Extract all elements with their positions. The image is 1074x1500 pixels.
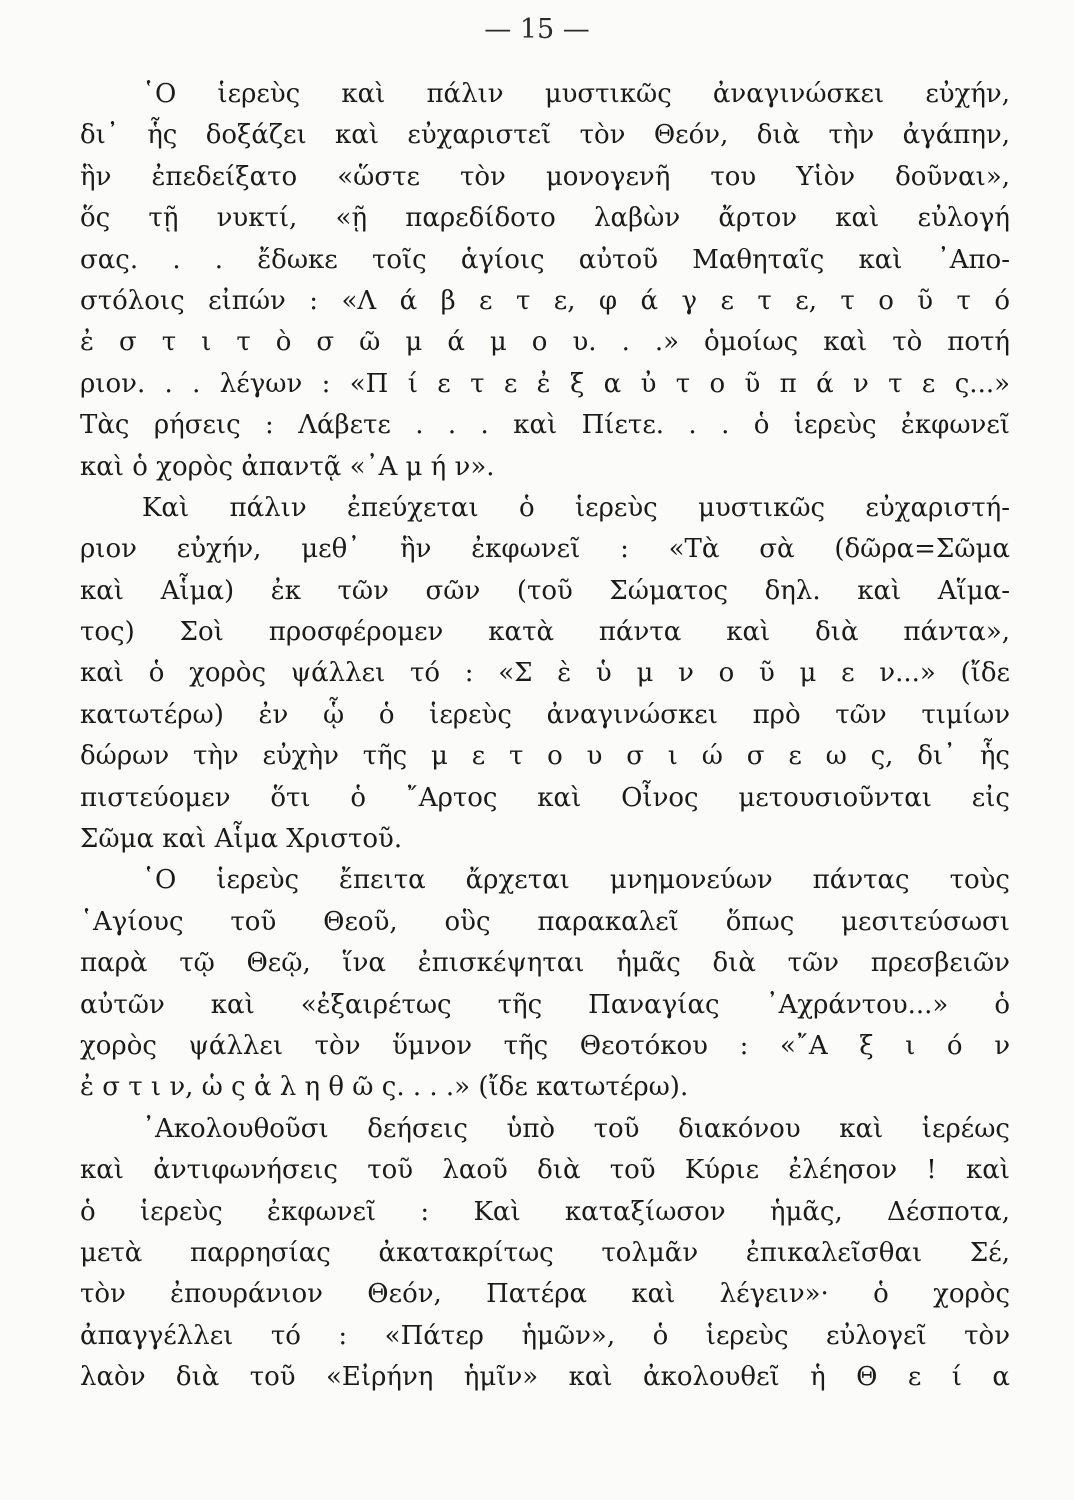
text-line: καὶ ἀντιφωνήσεις τοῦ λαοῦ διὰ τοῦ Κύριε ἐλέησον ! καὶ	[80, 1155, 1010, 1186]
text-line: Τὰς ρήσεις : Λάβετε . . . καὶ Πίετε. . . ὁ ἱερεὺς ἐκφωνεῖ	[80, 410, 1010, 441]
text-line: ὁ ἱερεὺς ἐκφωνεῖ : Καὶ καταξίωσον ἡμᾶς, Δέσποτα,	[80, 1196, 1010, 1227]
text-line: Σῶμα καὶ Αἷμα Χριστοῦ.	[80, 824, 403, 855]
text-line: ριον εὐχήν, μεθ᾽ ἣν ἐκφωνεῖ : «Τὰ σὰ (δῶρα=Σῶμα	[80, 534, 1010, 565]
text-line: ὅς τῇ νυκτί, «ῇ παρεδίδοτο λαβὼν ἄρτον καὶ εὐλογή	[80, 203, 1010, 234]
text-line: Καὶ πάλιν ἐπεύχεται ὁ ἱερεὺς μυστικῶς εὐχαριστή-	[142, 492, 1010, 523]
text-line: ἣν ἐπεδείξατο «ὥστε τὸν μονογενῆ του Υἱὸν δοῦναι»,	[80, 161, 1010, 192]
text-line: ριον. . . λέγων : «Π ί ε τ ε ἐ ξ α ὐ τ ο ῦ π ά ν τ ε ς...»	[80, 368, 1010, 399]
text-line: ἀπαγγέλλει τό : «Πάτερ ἡμῶν», ὁ ἱερεὺς εὐλογεῖ τὸν	[80, 1320, 1010, 1351]
text-line: δώρων τὴν εὐχὴν τῆς μ ε τ ο υ σ ι ώ σ ε ω ς, δι᾽ ἧς	[80, 741, 1010, 772]
text-line: ῾Ο ἱερεὺς ἔπειτα ἄρχεται μνημονεύων πάντας τοὺς	[142, 865, 1010, 896]
text-line: καὶ ὁ χορὸς ψάλλει τό : «Σ ὲ ὑ μ ν ο ῦ μ ε ν...» (ἴδε	[80, 658, 1010, 689]
text-line: κατωτέρω) ἐν ᾧ ὁ ἱερεὺς ἀναγινώσκει πρὸ τῶν τιμίων	[80, 699, 1010, 730]
text-line: ἐ σ τ ι τ ὸ σ ῶ μ ά μ ο υ. . .» ὁμοίως καὶ τὸ ποτή	[80, 327, 1010, 358]
text-line: καὶ ὁ χορὸς ἀπαντᾷ «᾽Α μ ή ν».	[80, 451, 495, 482]
text-line: σας. . . ἔδωκε τοῖς ἁγίοις αὐτοῦ Μαθηταῖς καὶ ᾽Απο-	[80, 244, 1010, 275]
text-line: ἐ σ τ ι ν, ὡ ς ἀ λ η θ ῶ ς. . . .» (ἴδε κατωτέρω).	[80, 1072, 689, 1103]
text-line: στόλοις εἰπών : «Λ ά β ε τ ε, φ ά γ ε τ ε, τ ο ῦ τ ό	[80, 285, 1010, 316]
text-line: τὸν ἐπουράνιον Θεόν, Πατέρα καὶ λέγειν»· ὁ χορὸς	[80, 1279, 1010, 1310]
text-line: ῾Αγίους τοῦ Θεοῦ, οὓς παρακαλεῖ ὅπως μεσιτεύσωσι	[80, 906, 1010, 937]
text-line: καὶ Αἷμα) ἐκ τῶν σῶν (τοῦ Σώματος δηλ. καὶ Αἵμα-	[80, 575, 1010, 606]
text-line: λαὸν διὰ τοῦ «Εἰρήνη ἡμῖν» καὶ ἀκολουθεῖ ἡ Θ ε ί α	[80, 1362, 1010, 1393]
page-number: — 15 —	[484, 14, 590, 45]
text-line: πιστεύομεν ὅτι ὁ ῎Αρτος καὶ Οἶνος μετουσιοῦνται εἰς	[80, 782, 1010, 813]
text-line: δι᾽ ἧς δοξάζει καὶ εὐχαριστεῖ τὸν Θεόν, διὰ τὴν ἀγάπην,	[80, 120, 1010, 151]
text-line: αὐτῶν καὶ «ἐξαιρέτως τῆς Παναγίας ᾽Αχράντου...» ὁ	[80, 989, 1010, 1020]
body-text	[80, 74, 1010, 1399]
text-line: μετὰ παρρησίας ἀκατακρίτως τολμᾶν ἐπικαλεῖσθαι Σέ,	[80, 1237, 1010, 1268]
text-line: τος) Σοὶ προσφέρομεν κατὰ πάντα καὶ διὰ πάντα»,	[80, 617, 1010, 648]
text-line: παρὰ τῷ Θεῷ, ἵνα ἐπισκέψηται ἡμᾶς διὰ τῶν πρεσβειῶν	[80, 948, 1010, 979]
text-line: ᾽Ακολουθοῦσι δεήσεις ὑπὸ τοῦ διακόνου καὶ ἱερέως	[142, 1113, 1010, 1144]
text-line: χορὸς ψάλλει τὸν ὕμνον τῆς Θεοτόκου : «῎Α ξ ι ό ν	[80, 1030, 1010, 1061]
text-line: ῾Ο ἱερεὺς καὶ πάλιν μυστικῶς ἀναγινώσκει εὐχήν,	[142, 79, 1010, 109]
